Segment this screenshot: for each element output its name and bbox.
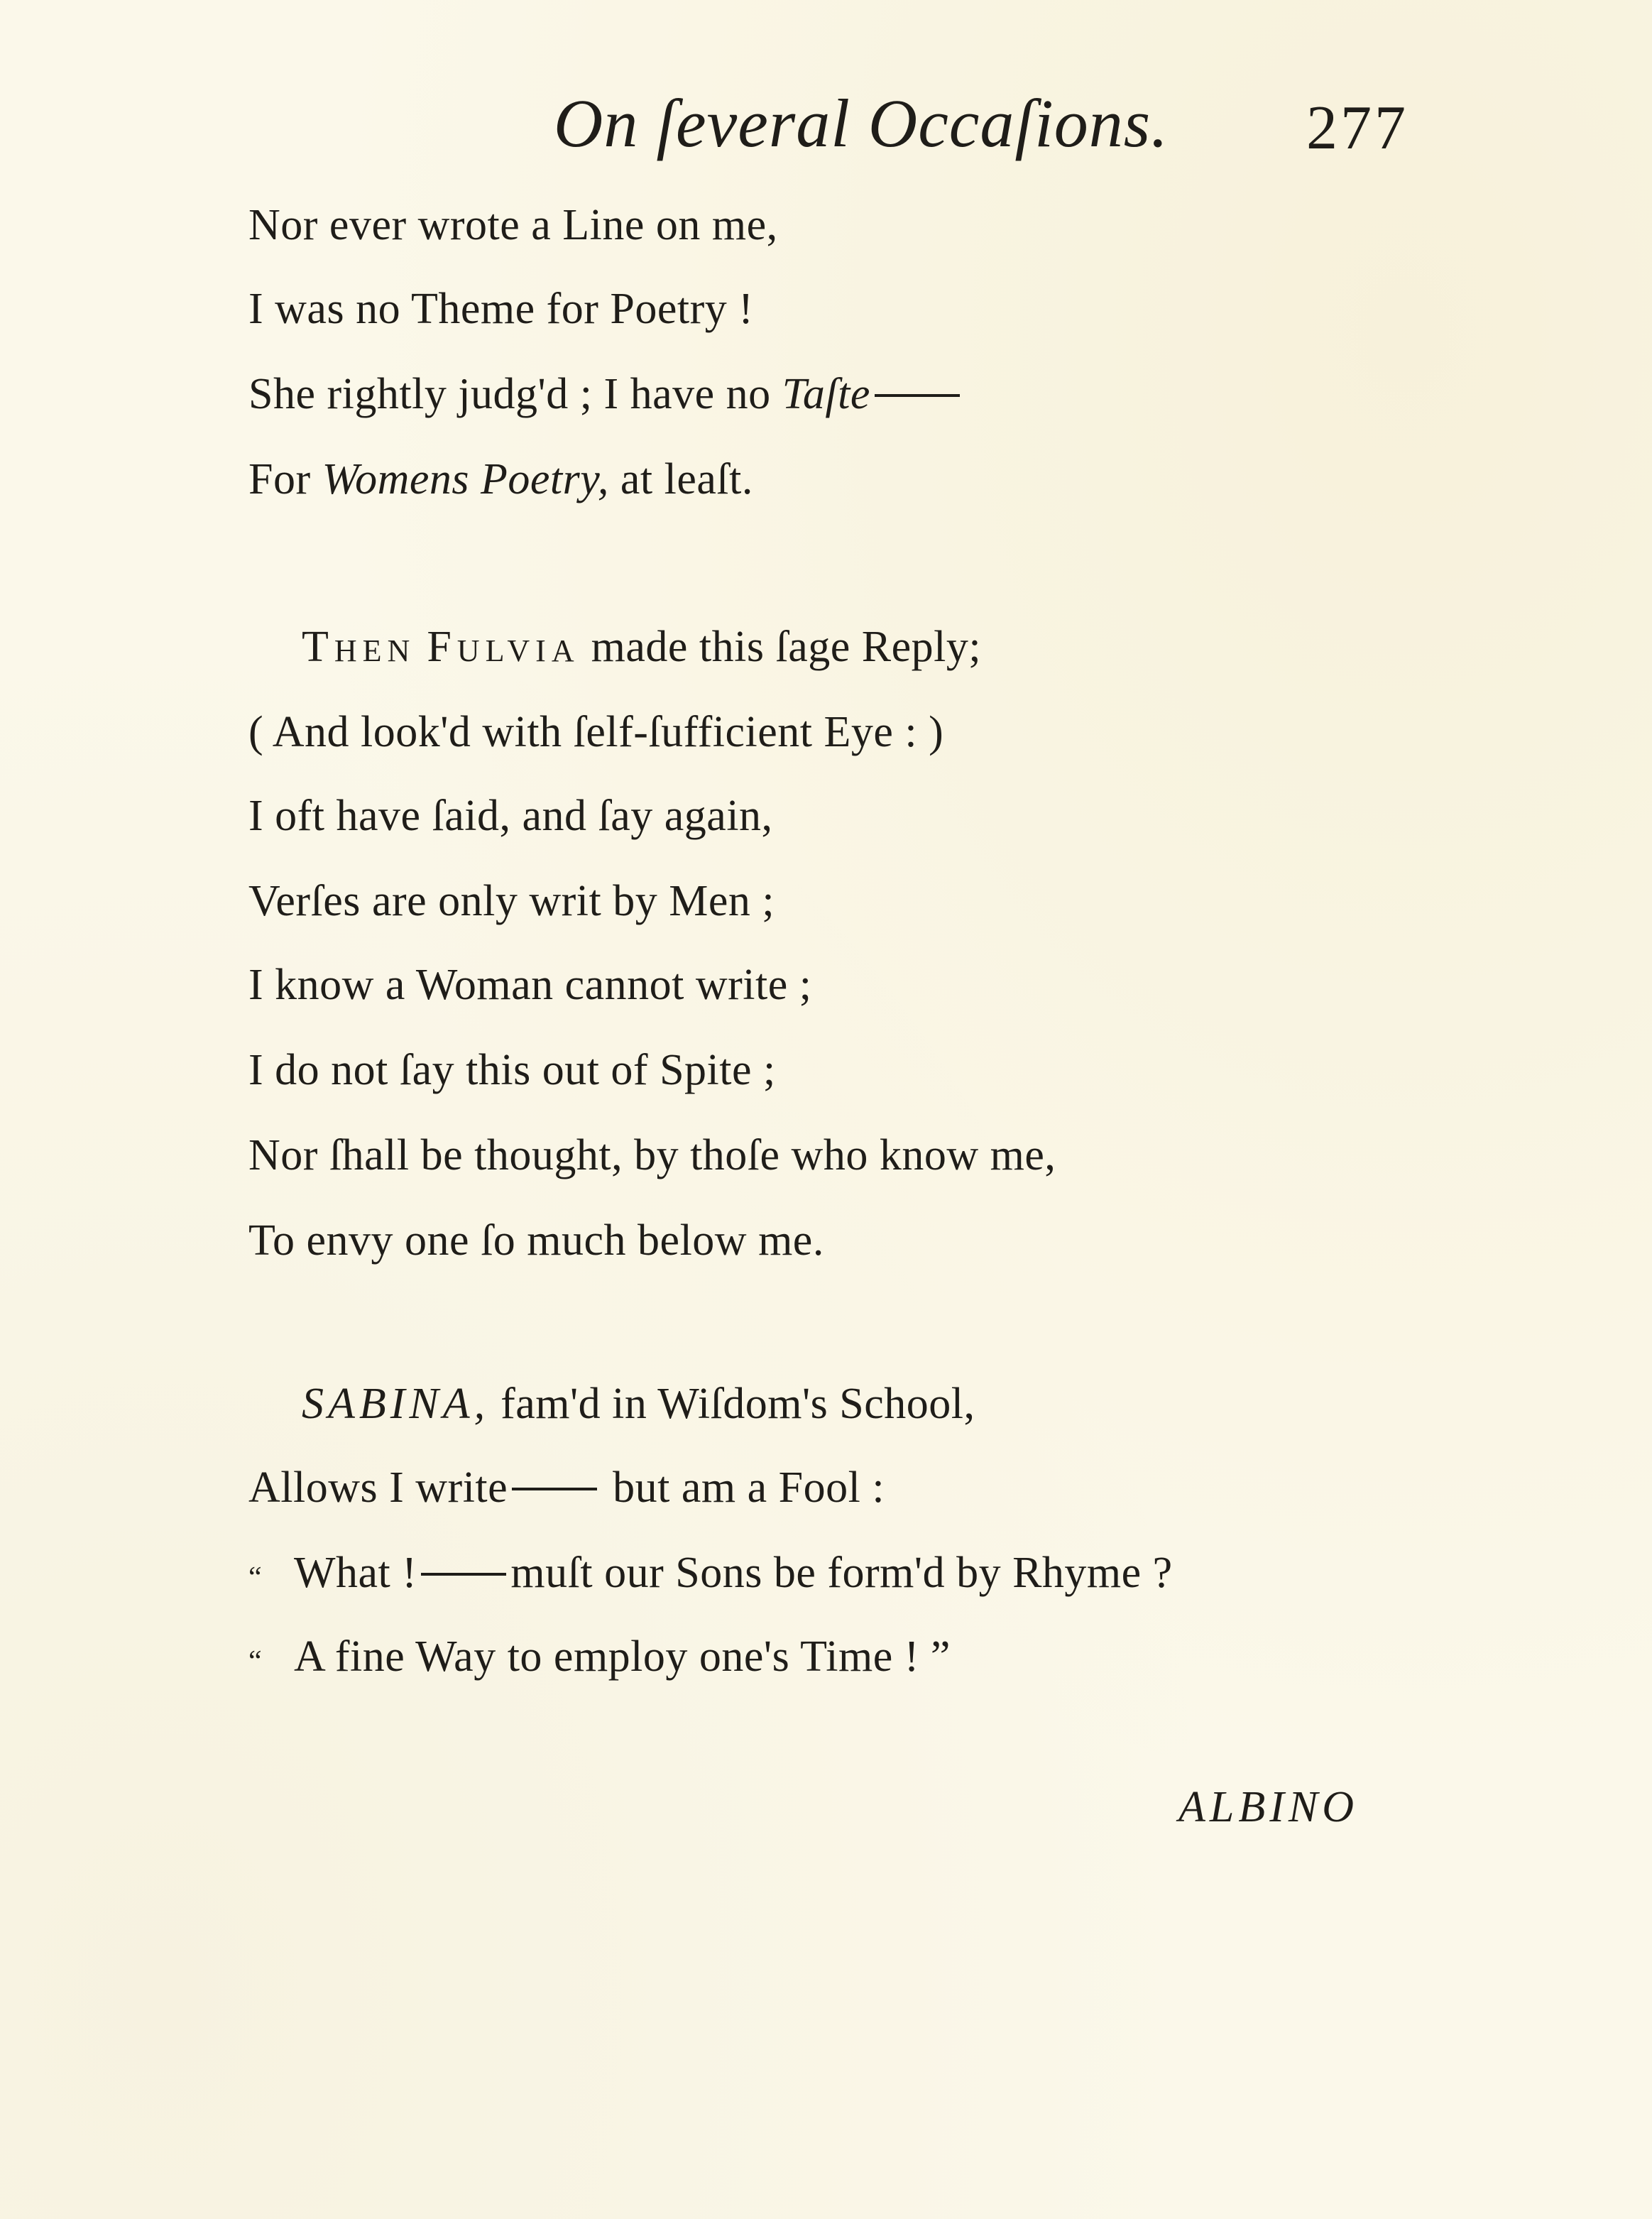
running-title: On ſeveral Occaſions.	[554, 85, 1169, 161]
catchword: ALBINO	[1178, 1783, 1358, 1831]
em-dash	[512, 1488, 597, 1490]
stanza3-line1	[302, 1379, 975, 1429]
stanza3-line4-text: A fine Way to employ one's Time ! ”	[294, 1632, 951, 1681]
stanza3-line3-pre: What !	[294, 1549, 417, 1597]
stanza3-line4	[248, 1632, 951, 1682]
stanza1-line3-text: She rightly judg'd ; I have no	[248, 370, 782, 418]
stanza1-line3-italic: Taſte	[782, 370, 870, 418]
stanza2-line5: I know a Woman cannot write ;	[248, 961, 812, 1009]
small-caps-fulvia: ULVIA	[456, 633, 580, 668]
small-cap-initial: T	[302, 623, 334, 671]
stanza2-line3: I oft have ſaid, and ſay again,	[248, 792, 773, 840]
stanza1-line4-post: at leaſt.	[608, 455, 753, 503]
em-dash	[875, 394, 960, 397]
stanza2-line8: To envy one ſo much below me.	[248, 1216, 824, 1265]
stanza2-line1	[302, 622, 981, 672]
stanza3-line2	[248, 1463, 885, 1513]
stanza2-line7: Nor ſhall be thought, by thoſe who know me,	[248, 1131, 1056, 1179]
stanza1-line1: Nor ever wrote a Line on me,	[248, 201, 778, 249]
stanza1-line4-pre: For	[248, 455, 322, 503]
small-cap-initial: F	[427, 623, 457, 671]
opening-quote: “	[248, 1561, 263, 1594]
stanza3-line3	[248, 1548, 1173, 1598]
stanza2-line2: ( And look'd with ſelf-ſufficient Eye : )	[248, 708, 944, 756]
stanza2-line4: Verſes are only writ by Men ;	[248, 877, 775, 925]
small-caps-then: HEN	[334, 633, 416, 668]
stanza1-line4-italic: Womens Poetry,	[322, 455, 609, 503]
stanza3-line3-post: muſt our Sons be form'd by Rhyme ?	[510, 1549, 1173, 1597]
stanza2-line1-post: made this ſage Reply;	[579, 623, 982, 671]
opening-quote: “	[248, 1645, 263, 1678]
stanza3-line2-pre: Allows I write	[248, 1463, 508, 1512]
em-dash	[421, 1573, 506, 1576]
stanza2-line6: I do not ſay this out of Spite ;	[248, 1046, 776, 1094]
stanza1-line3	[248, 369, 964, 420]
stanza3-line2-post: but am a Fool :	[601, 1463, 885, 1512]
stanza3-line1-post: fam'd in Wiſdom's School,	[489, 1380, 975, 1428]
stanza3-line1-italic: SABINA,	[302, 1380, 490, 1428]
page-number: 277	[1306, 94, 1408, 163]
stanza1-line4	[248, 454, 753, 505]
stanza1-line2: I was no Theme for Poetry !	[248, 285, 754, 333]
